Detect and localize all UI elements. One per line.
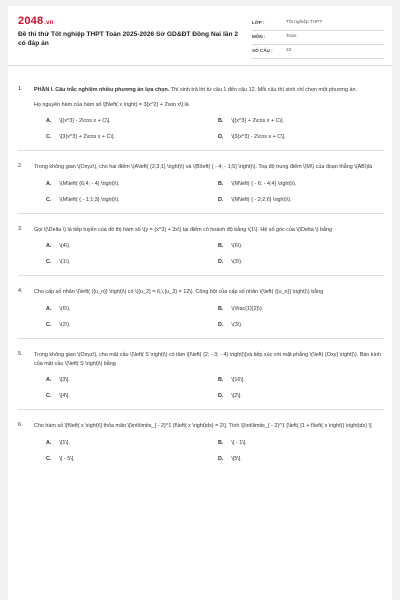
question-stem: Họ nguyên hàm của hàm số \[f\left( x \right) = 3{x^2} + 2\sin x\] là xyxy=(34,102,189,109)
question-text xyxy=(34,86,384,95)
question-text: Cho hàm số \[f\left( x \right)\] thỏa mãn \[\int\limits_{ - 2}^1 {f\left( x \right)dx} = 2\]. Tính \[\int\limits_{ - 2}^1 {\left( {1 + f\left( x \right)} \right)dx} \] xyxy=(34,423,372,430)
option-label: B. xyxy=(218,118,224,125)
option-label: A. xyxy=(46,243,52,250)
option-text: \(6\). xyxy=(231,243,243,250)
option-text: \[3\]. xyxy=(59,377,70,384)
option-text: \(3\). xyxy=(231,259,243,266)
option-text: \[ - 1\]. xyxy=(231,439,247,446)
logo-suffix: .vn xyxy=(44,20,54,26)
option-label: B. xyxy=(218,305,224,312)
info-key: LỚP : xyxy=(252,20,265,25)
option-text: \[ - 5\]. xyxy=(59,455,75,462)
option-label: A. xyxy=(46,118,52,125)
option-b[interactable] xyxy=(218,306,390,312)
option-text: \[{x^3} - 2\cos x + C\]. xyxy=(59,118,111,125)
option-label: D. xyxy=(218,321,224,328)
info-row-count xyxy=(252,45,384,59)
divider xyxy=(18,338,384,339)
option-d[interactable] xyxy=(218,134,390,140)
option-text: \(M\left( { - 1;1;3} \right)\). xyxy=(59,196,120,203)
answer-options xyxy=(46,306,384,328)
option-b[interactable] xyxy=(218,118,390,124)
option-text: \[1\]. xyxy=(59,439,70,446)
option-label: C. xyxy=(46,134,52,141)
option-a[interactable] xyxy=(46,181,218,187)
info-value: 22 xyxy=(286,48,292,53)
option-c[interactable] xyxy=(46,393,218,399)
option-c[interactable] xyxy=(46,259,218,265)
info-row-class xyxy=(252,17,384,31)
option-label: A. xyxy=(46,305,52,312)
option-a[interactable] xyxy=(46,118,218,124)
info-row-subject xyxy=(252,31,384,45)
question-number: 4. xyxy=(18,288,23,295)
option-label: C. xyxy=(46,321,52,328)
option-c[interactable] xyxy=(46,322,218,328)
exam-info-table xyxy=(252,17,384,59)
section-instructions: Thí sinh trả lời từ câu 1 đến câu 12. Mỗi câu thí sinh chỉ chọn một phương án. xyxy=(169,87,358,93)
option-b[interactable] xyxy=(218,181,390,187)
question-number: 6. xyxy=(18,422,23,429)
option-label: A. xyxy=(46,180,52,187)
answer-options xyxy=(46,377,384,399)
option-label: B. xyxy=(218,377,224,384)
option-label: D. xyxy=(218,455,224,462)
option-label: B. xyxy=(218,243,224,250)
answer-options xyxy=(46,440,384,462)
divider xyxy=(18,409,384,410)
option-d[interactable] xyxy=(218,322,390,328)
question-1 xyxy=(18,86,384,140)
question-number: 2. xyxy=(18,163,23,170)
question-4 xyxy=(18,288,384,327)
option-text: \(M\left( { - 2;2;6} \right)\). xyxy=(231,196,292,203)
question-number: 3. xyxy=(18,225,23,232)
option-d[interactable] xyxy=(218,259,390,265)
option-b[interactable] xyxy=(218,243,390,249)
answer-options xyxy=(46,181,384,203)
answer-options xyxy=(46,243,384,265)
option-label: D. xyxy=(218,259,224,266)
option-a[interactable] xyxy=(46,306,218,312)
info-value: Toán xyxy=(286,34,297,39)
option-b[interactable] xyxy=(218,377,390,383)
option-d[interactable] xyxy=(218,393,390,399)
exam-page xyxy=(8,6,392,600)
option-label: C. xyxy=(46,393,52,400)
question-number: 5. xyxy=(18,350,23,357)
option-b[interactable] xyxy=(218,440,390,446)
option-c[interactable] xyxy=(46,456,218,462)
question-5 xyxy=(18,351,384,400)
option-text: \[16\]. xyxy=(231,377,245,384)
option-text: \[2\]. xyxy=(231,393,242,400)
site-logo[interactable] xyxy=(18,15,54,27)
option-a[interactable] xyxy=(46,243,218,249)
option-label: B. xyxy=(218,439,224,446)
question-text: Trong không gian \(Oxyz\), cho hai điểm \(A\left( {2;3;1} \right)\) và \(B\left( { - 4; - 1;5} \right)\). Toạ độ trung điểm \(M\) của đoạn thẳng \(AB\)là xyxy=(34,164,373,171)
option-d[interactable] xyxy=(218,456,390,462)
option-label: C. xyxy=(46,259,52,266)
option-text: \(4\). xyxy=(59,243,71,250)
option-d[interactable] xyxy=(218,197,390,203)
option-label: D. xyxy=(218,393,224,400)
option-label: C. xyxy=(46,196,52,203)
page-header xyxy=(8,6,392,66)
section-heading: PHẦN I. Câu trắc nghiệm nhiều phương án lựa chọn. xyxy=(34,87,170,93)
option-c[interactable] xyxy=(46,134,218,140)
question-number: 1. xyxy=(18,86,23,92)
option-text: \(2\). xyxy=(59,321,71,328)
option-label: D. xyxy=(218,196,224,203)
divider xyxy=(18,213,384,214)
option-label: D. xyxy=(218,134,224,141)
divider xyxy=(18,150,384,151)
option-label: C. xyxy=(46,455,52,462)
question-list xyxy=(18,86,384,462)
option-a[interactable] xyxy=(46,440,218,446)
option-label: A. xyxy=(46,439,52,446)
logo-main: 2048 xyxy=(18,15,44,27)
option-c[interactable] xyxy=(46,197,218,203)
option-text: \(\frac{1}{2}\). xyxy=(231,305,264,312)
question-3 xyxy=(18,226,384,265)
answer-options xyxy=(46,118,384,140)
option-text: \[5\]. xyxy=(231,455,242,462)
option-a[interactable] xyxy=(46,377,218,383)
option-text: \[{x^3} + 2\cos x + C\]. xyxy=(231,118,284,125)
option-text: \(M\left( { - 6; - 4;4} \right)\). xyxy=(231,180,297,187)
question-2 xyxy=(18,163,384,202)
option-text: \(1\). xyxy=(59,259,71,266)
info-key: SỐ CÂU : xyxy=(252,48,273,53)
question-text: Gọi \(\Delta \) là tiếp tuyến của đồ thị hàm số \(y = {x^3} + 3x\) tại điểm có hoành độ bằng \(1\). Hệ số góc của \(\Delta \) bằng xyxy=(34,226,332,233)
option-text: \[4\]. xyxy=(59,393,70,400)
info-value: Tốt nghiệp THPT xyxy=(286,20,323,25)
option-text: \[3{x^3} - 2\cos x + C\]. xyxy=(231,134,286,141)
info-key: MÔN : xyxy=(252,34,266,39)
option-label: A. xyxy=(46,377,52,384)
option-text: \(6\). xyxy=(59,305,71,312)
divider xyxy=(18,275,384,276)
option-text: \(M\left( {6;4; - 4} \right)\). xyxy=(59,180,120,187)
option-text: \[3{x^3} + 2\cos x + C\]. xyxy=(59,134,115,141)
question-text: Cho cấp số nhân \(\left( {{u_n}} \right)\) có \({u_2} = 6,\,{u_3} = 12\). Công bội của cấp số nhân \(\left( {{u_n}} \right)\) bằng xyxy=(34,289,324,296)
page-title: Đề thi thử Tốt nghiệp THPT Toán 2025-2026 Sở GD&ĐT Đồng Nai lần 2 có đáp án xyxy=(18,31,238,47)
option-label: B. xyxy=(218,180,224,187)
option-text: \(3\). xyxy=(231,321,243,328)
question-text: Trong không gian \(Oxyz\), cho mặt cầu \(\left( S \right)\) có tâm \[I\left( {2; - 3; - 4} \right)\]và tiếp xúc với mặt phẳng \(\left( {Oxy} \right)\). Bán kính của mặt cầu \(\left( S \right)\) bằng xyxy=(34,351,381,368)
question-6 xyxy=(18,422,384,461)
